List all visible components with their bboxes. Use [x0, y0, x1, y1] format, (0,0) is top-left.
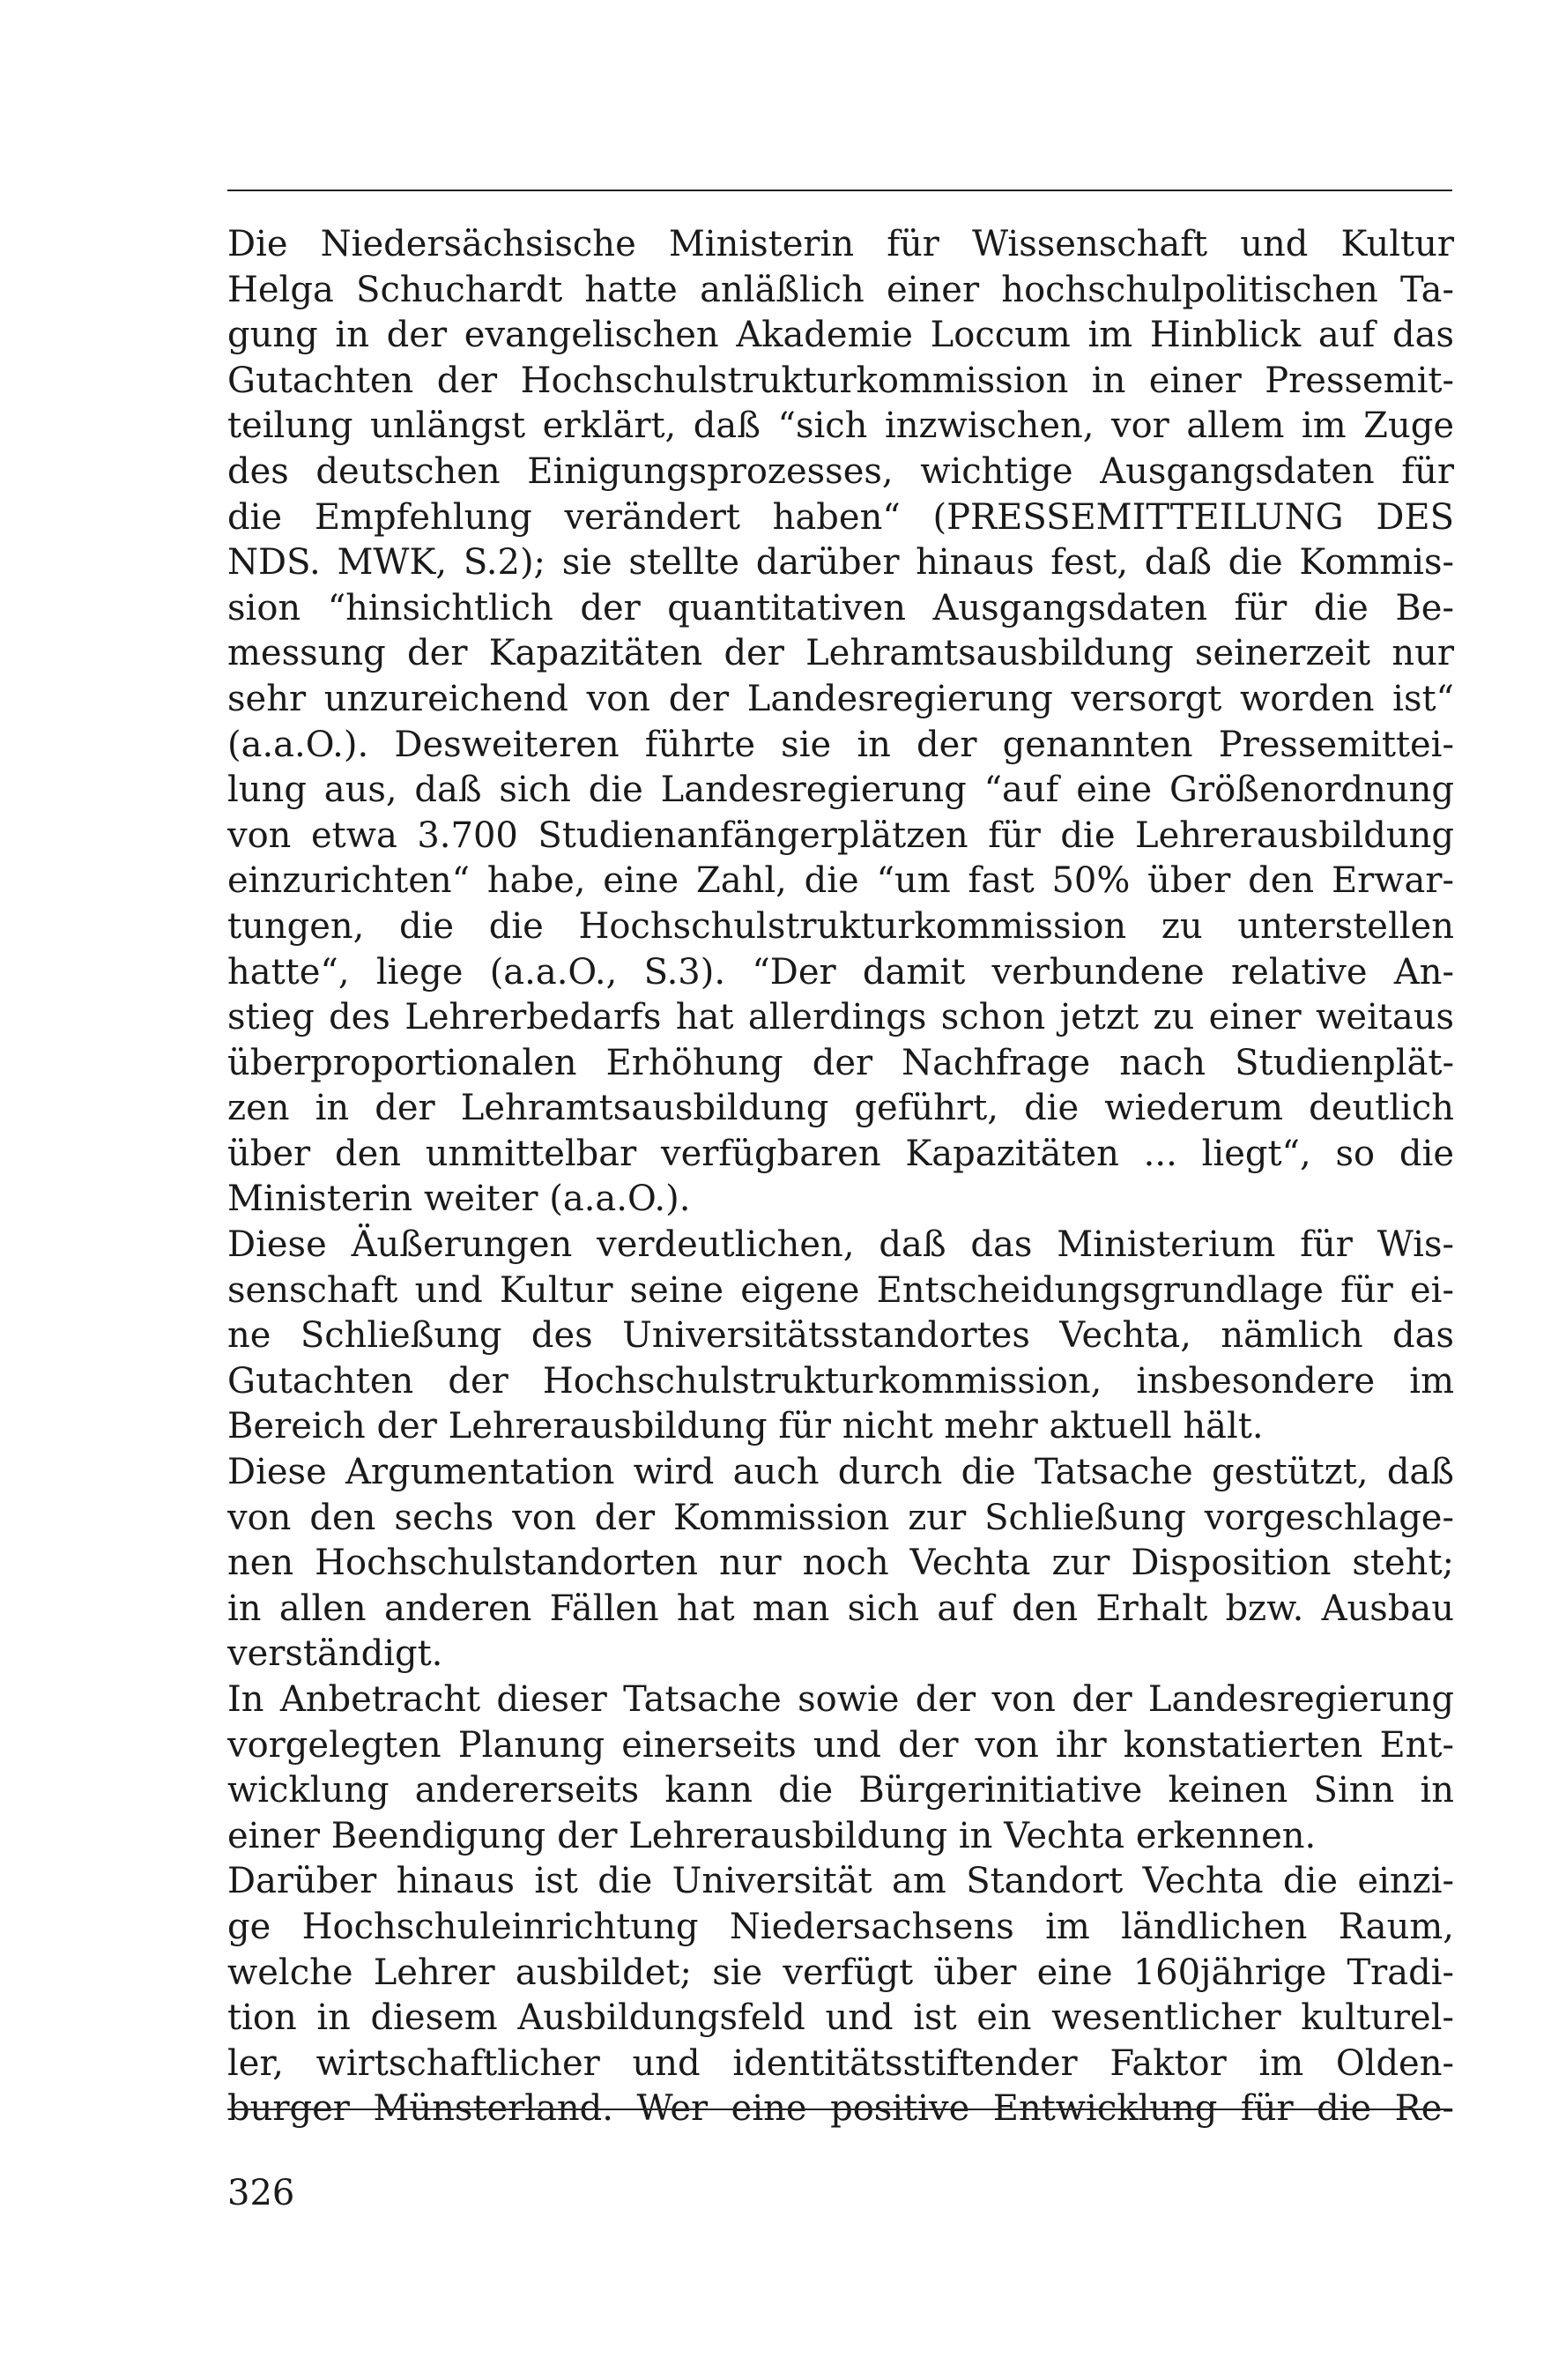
text-line: einer Beendigung der Lehrerausbildung in Vechta erkennen. [227, 1815, 1317, 1856]
text-line: nen Hochschulstandorten nur noch Vechta zur Disposition steht; [227, 1543, 1454, 1584]
text-line: Bereich der Lehrerausbildung für nicht mehr aktuell hält. [227, 1406, 1264, 1447]
text-line: (a.a.O.). Desweiteren führte sie in der genannten Pressemittei- [227, 724, 1454, 765]
text-line: hatte“, liege (a.a.O., S.3). “Der damit verbundene relative An- [227, 951, 1454, 993]
text-line: überproportionalen Erhöhung der Nachfrage nach Studienplät- [227, 1042, 1454, 1083]
text-line: einzurichten“ habe, eine Zahl, die “um fast 50% über den Erwar- [227, 860, 1454, 902]
text-line: sehr unzureichend von der Landesregierung versorgt worden ist“ [227, 678, 1454, 719]
text-line: in allen anderen Fällen hat man sich auf den Erhalt bzw. Ausbau [227, 1588, 1454, 1629]
text-line: die Empfehlung verändert haben“ (PRESSEMITTEILUNG DES [227, 496, 1454, 538]
text-line: vorgelegten Planung einerseits und der von ihr konstatierten Ent- [227, 1724, 1454, 1766]
text-line: zen in der Lehramtsausbildung geführt, die wiederum deutlich [227, 1088, 1454, 1129]
text-line: Ministerin weiter (a.a.O.). [227, 1179, 691, 1220]
text-line: Diese Äußerungen verdeutlichen, daß das Ministerium für Wis- [227, 1224, 1454, 1266]
text-line: ne Schließung des Universitätsstandortes Vechta, nämlich das [227, 1315, 1454, 1357]
text-line: senschaft und Kultur seine eigene Entscheidungsgrundlage für ei- [227, 1269, 1454, 1311]
text-line: ler, wirtschaftlicher und identitätsstiftender Faktor im Olden- [227, 2042, 1454, 2084]
text-line: des deutschen Einigungsprozesses, wichtige Ausgangsdaten für [227, 450, 1454, 492]
text-line: lung aus, daß sich die Landesregierung “auf eine Größenordnung [227, 770, 1454, 811]
top-rule [227, 190, 1452, 191]
bottom-rule [227, 2109, 1452, 2110]
text-line: sion “hinsichtlich der quantitativen Ausgangsdaten für die Be- [227, 587, 1454, 628]
text-line: ge Hochschuleinrichtung Niedersachsens im ländlichen Raum, [227, 1906, 1454, 1947]
text-line: Darüber hinaus ist die Universität am Standort Vechta die einzi- [227, 1861, 1454, 1902]
text-line: Die Niedersächsische Ministerin für Wissenschaft und Kultur [227, 224, 1454, 264]
text-line: burger Münsterland. Wer eine positive Entwicklung für die Re- [227, 2088, 1454, 2130]
text-line: Gutachten der Hochschulstrukturkommission, insbesondere im [227, 1360, 1454, 1402]
text-line: tungen, die die Hochschulstrukturkommission zu unterstellen [227, 905, 1454, 947]
text-line: wicklung andererseits kann die Bürgerinitiative keinen Sinn in [227, 1770, 1454, 1811]
text-line: Gutachten der Hochschulstrukturkommission in einer Pressemit- [227, 360, 1454, 401]
text-line: welche Lehrer ausbildet; sie verfügt über eine 160jährige Tradi- [227, 1952, 1454, 1993]
text-line: über den unmittelbar verfügbaren Kapazitäten ... liegt“, so die [227, 1133, 1454, 1174]
text-line: In Anbetracht dieser Tatsache sowie der von der Landesregierung [227, 1679, 1454, 1720]
text-line: von den sechs von der Kommission zur Schließung vorgeschlage- [227, 1497, 1454, 1538]
text-line: stieg des Lehrerbedarfs hat allerdings schon jetzt zu einer weitaus [227, 997, 1454, 1038]
page-number: 326 [227, 2173, 295, 2213]
text-line: gung in der evangelischen Akademie Loccum im Hinblick auf das [227, 315, 1454, 356]
text-line: teilung unlängst erklärt, daß “sich inzwischen, vor allem im Zuge [227, 405, 1454, 447]
text-line: Helga Schuchardt hatte anläßlich einer hochschulpolitischen Ta- [227, 269, 1454, 310]
text-line: tion in diesem Ausbildungsfeld und ist ein wesentlicher kulturel- [227, 1997, 1454, 2039]
text-line: von etwa 3.700 Studienanfängerplätzen für die Lehrerausbildung [227, 814, 1454, 856]
text-line: messung der Kapazitäten der Lehramtsausbildung seinerzeit nur [227, 633, 1454, 674]
text-line: Diese Argumentation wird auch durch die Tatsache gestützt, daß [227, 1452, 1454, 1493]
body-text [227, 222, 1454, 2132]
text-line: verständigt. [227, 1633, 443, 1675]
text-line: NDS. MWK, S.2); sie stellte darüber hinaus fest, daß die Kommis- [227, 542, 1454, 584]
